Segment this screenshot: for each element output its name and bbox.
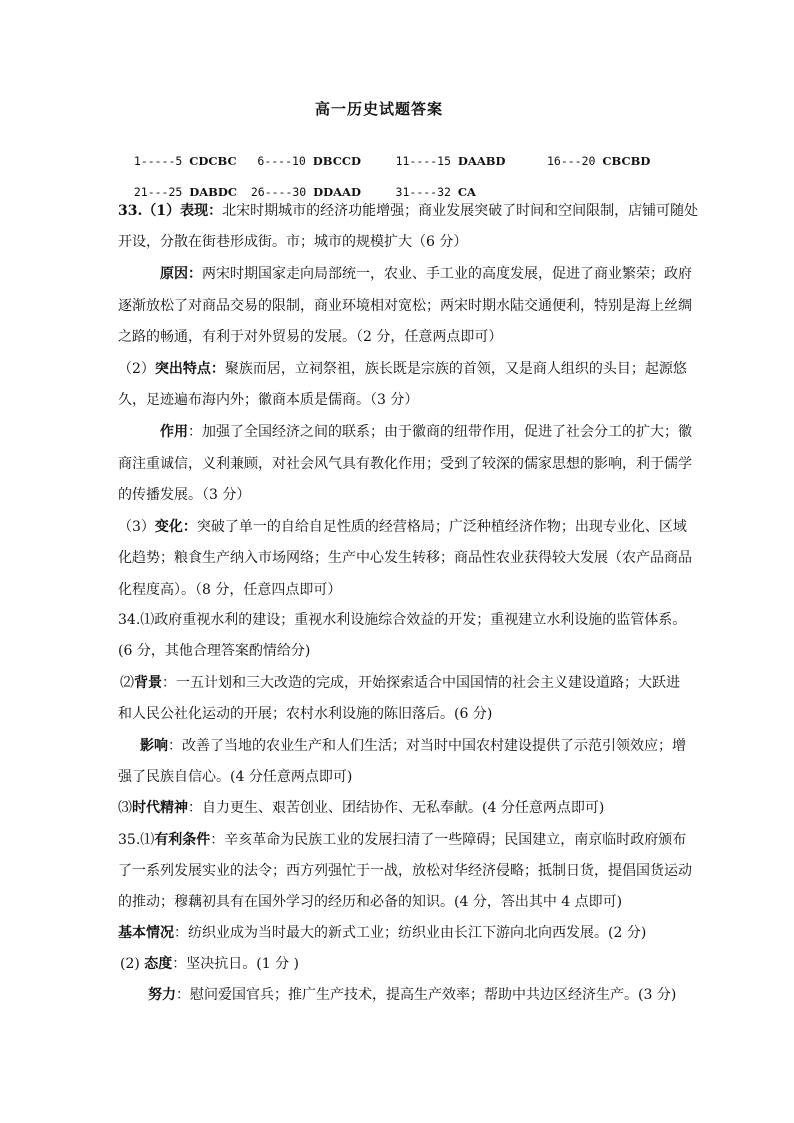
q34-2-line: ⑵背景：一五计划和三大改造的完成，开始探索适合中国国情的社会主义建设道路；大跃进: [120, 675, 680, 691]
q33-effect-line: 作用：加强了全国经济之间的联系；由于徽商的纽带作用，促进了社会分工的扩大；徽: [160, 424, 692, 440]
q35-1-line: 了一系列发展实业的法令；西方列强忙于一战，放松对华经济侵略；抵制日货，提倡国货运动: [118, 863, 692, 879]
q33-2-line: 久，足迹遍布海内外；徽商本质是儒商。（3 分）: [118, 392, 419, 408]
q35-basic-line: 基本情况：纺织业成为当时最大的新式工业；纺织业由长江下游向北向西发展。(2 分): [118, 925, 647, 941]
q33-2-line: （2）突出特点：聚族而居，立祠祭祖，族长既是宗族的首领，又是商人组织的头目；起源悠: [118, 361, 687, 377]
q33-effect-line: 商注重诚信，义利兼顾，对社会风气具有教化作用；受到了较深的儒家思想的影响，利于儒学: [118, 456, 692, 472]
q33-1-line: 33.（1）表现：北宋时期城市的经济功能增强；商业发展突破了时间和空间限制，店铺可随处: [118, 203, 699, 219]
page-title: 高一历史试题答案: [314, 100, 443, 118]
q34-impact-line: 强了民族自信心。(4 分任意两点即可): [118, 769, 353, 785]
q35-2-line: (2) 态度：坚决抗日。(1 分 ): [120, 956, 300, 972]
q34-impact-line: 影响：改善了当地的农业生产和人们生活；对当时中国农村建设提供了示范引领效应；增: [140, 738, 686, 754]
q33-effect-line: 的传播发展。（3 分）: [118, 487, 251, 503]
q34-2-line: 和人民公社化运动的开展；农村水利设施的陈旧落后。(6 分): [118, 706, 493, 722]
q33-3-line: 化程度高）。（8 分，任意四点即可）: [118, 582, 342, 598]
q33-3-line: 化趋势；粮食生产纳入市场网络；生产中心发生转移；商品性农业获得较大发展（农产品商品: [118, 550, 692, 566]
q35-1-line: 35.⑴有利条件：辛亥革命为民族工业的发展扫清了一些障碍；民国建立，南京临时政府颁布: [118, 832, 687, 848]
q34-1-line: 34.⑴政府重视水利的建设；重视水利设施综合效益的开发；重视建立水利设施的监管体系。: [118, 612, 687, 628]
q33-reason-line: 原因：两宋时期国家走向局部统一，农业、手工业的高度发展，促进了商业繁荣；政府: [160, 266, 692, 282]
q34-3-line: ⑶时代精神：自力更生、艰苦创业、团结协作、无私奉献。(4 分任意两点即可): [118, 800, 605, 816]
q34-1-line: (6 分，其他合理答案酌情给分): [118, 643, 311, 659]
q33-reason-line: 之路的畅通，有利于对外贸易的发展。（2 分，任意两点即可）: [118, 329, 503, 345]
q33-1-line: 开设，分散在街巷形成街。市；城市的规模扩大（6 分）: [118, 234, 468, 250]
answer-key-row-1: 1-----5 CDCBC 6----10 DBCCD 11----15 DAABD 16---20 CBCBD: [133, 154, 651, 168]
q33-3-line: （3）变化：突破了单一的自给自足性质的经营格局；广泛种植经济作物；出现专业化、区域: [118, 519, 687, 535]
q35-1-line: 的推动；穆藕初具有在国外学习的经历和必备的知识。(4 分，答出其中 4 点即可): [118, 894, 623, 910]
q33-reason-line: 逐渐放松了对商品交易的限制，商业环境相对宽松；两宋时期水陆交通便利，特别是海上丝绸: [118, 298, 692, 314]
answer-key-row-2: 21---25 DABDC 26----30 DDAAD 31----32 CA: [133, 185, 476, 199]
q35-effort-line: 努力：慰问爱国官兵；推广生产技术，提高生产效率；帮助中共边区经济生产。(3 分): [148, 987, 677, 1003]
